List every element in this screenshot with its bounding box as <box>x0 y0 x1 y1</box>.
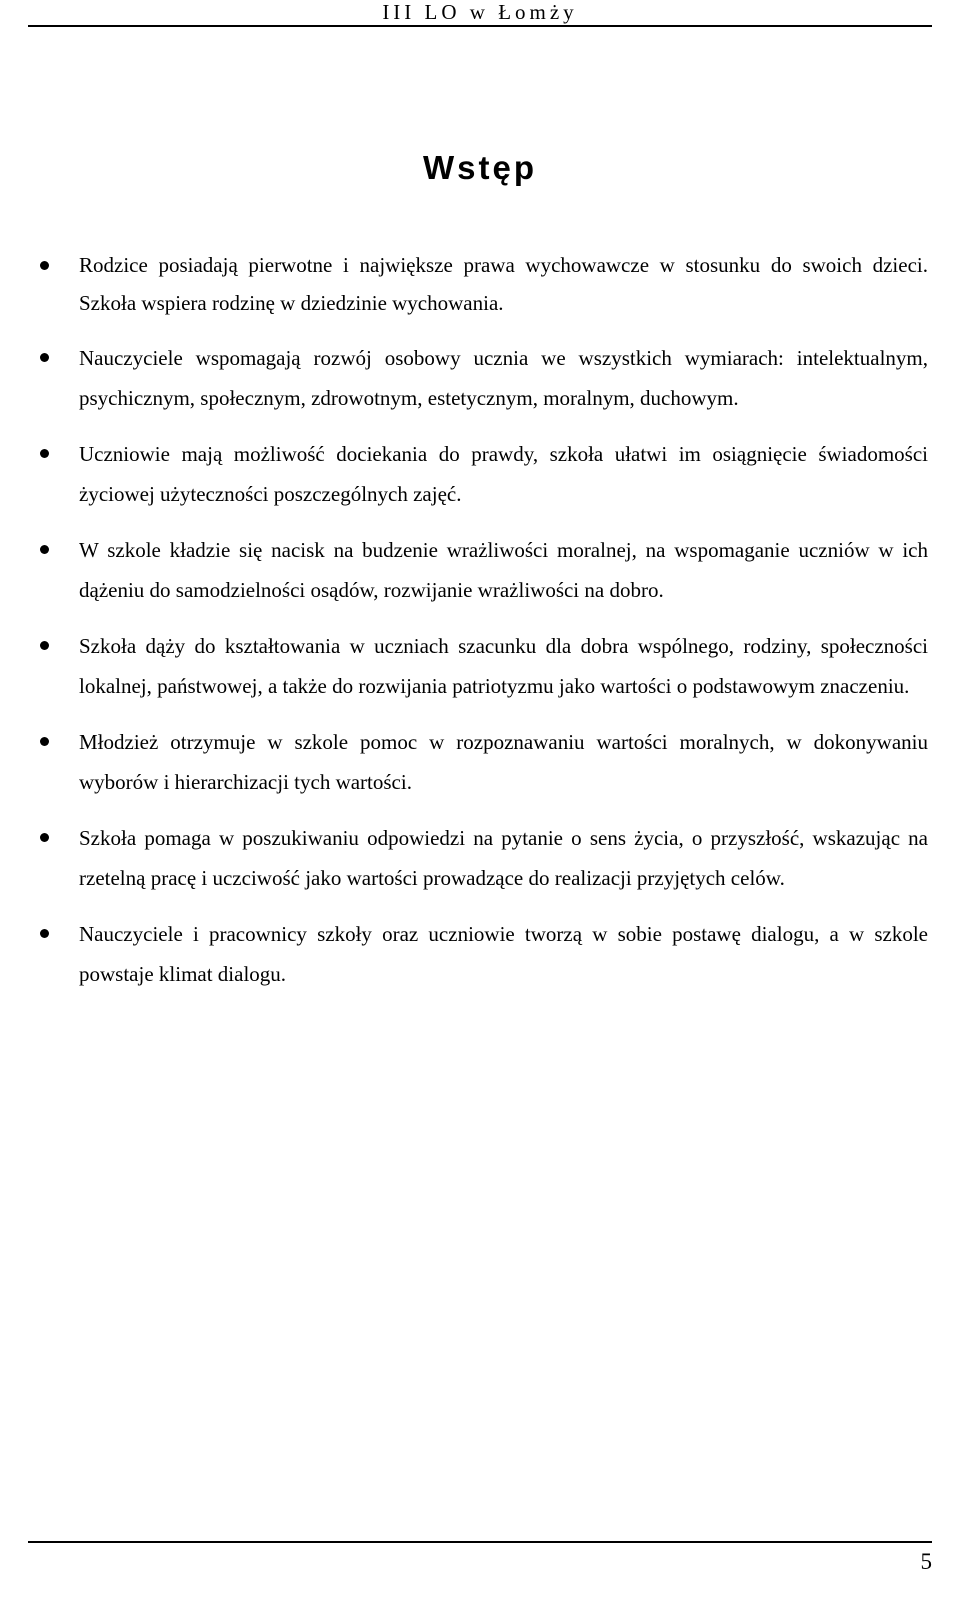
list-item <box>0 914 960 994</box>
list-item-text: Nauczyciele i pracownicy szkoły oraz uczniowie tworzą w sobie postawę dialogu, a w szkole powstaje klimat dialogu. <box>79 922 928 986</box>
bullet-icon <box>40 545 49 554</box>
bullet-icon <box>40 737 49 746</box>
header-divider <box>28 25 932 27</box>
bullet-icon <box>40 353 49 362</box>
list-item <box>0 818 960 898</box>
list-item <box>0 338 960 418</box>
bullet-icon <box>40 833 49 842</box>
list-item <box>0 626 960 706</box>
list-item-text: Młodzież otrzymuje w szkole pomoc w rozpoznawaniu wartości moralnych, w dokonywaniu wyborów i hierarchizacji tych wartości. <box>79 730 928 794</box>
bullet-icon <box>40 929 49 938</box>
list-item <box>0 246 960 322</box>
bullet-icon <box>40 449 49 458</box>
list-item-text: W szkole kładzie się nacisk na budzenie wrażliwości moralnej, na wspomaganie uczniów w ich dążeniu do samodzielności osądów, rozwijanie wrażliwości na dobro. <box>79 538 928 602</box>
list-item-text: Szkoła pomaga w poszukiwaniu odpowiedzi na pytanie o sens życia, o przyszłość, wskazując na rzetelną pracę i uczciwość jako wartości prowadzące do realizacji przyjętych celów. <box>79 826 928 890</box>
list-item-text: Uczniowie mają możliwość dociekania do prawdy, szkoła ułatwi im osiągnięcie świadomości życiowej użyteczności poszczególnych zajęć. <box>79 442 928 506</box>
running-header: III LO w Łomży <box>382 0 578 24</box>
bullet-icon <box>40 261 49 270</box>
list-item-text: Szkoła dąży do kształtowania w uczniach szacunku dla dobra wspólnego, rodziny, społeczności lokalnej, państwowej, a także do rozwijania patriotyzmu jako wartości o podstawowym znaczeniu. <box>79 634 928 698</box>
page-number: 5 <box>920 1549 932 1574</box>
bullet-list <box>0 246 960 1010</box>
list-item-text: Nauczyciele wspomagają rozwój osobowy ucznia we wszystkich wymiarach: intelektualnym, psychicznym, społecznym, zdrowotnym, estetycznym, moralnym, duchowym. <box>79 346 928 410</box>
list-item <box>0 722 960 802</box>
list-item <box>0 434 960 514</box>
bullet-icon <box>40 641 49 650</box>
list-item <box>0 530 960 610</box>
list-item-text: Rodzice posiadają pierwotne i największe prawa wychowawcze w stosunku do swoich dzieci. Szkoła wspiera rodzinę w dziedzinie wychowania. <box>79 253 928 315</box>
footer-divider <box>28 1541 932 1543</box>
page-title: Wstęp <box>423 149 537 186</box>
